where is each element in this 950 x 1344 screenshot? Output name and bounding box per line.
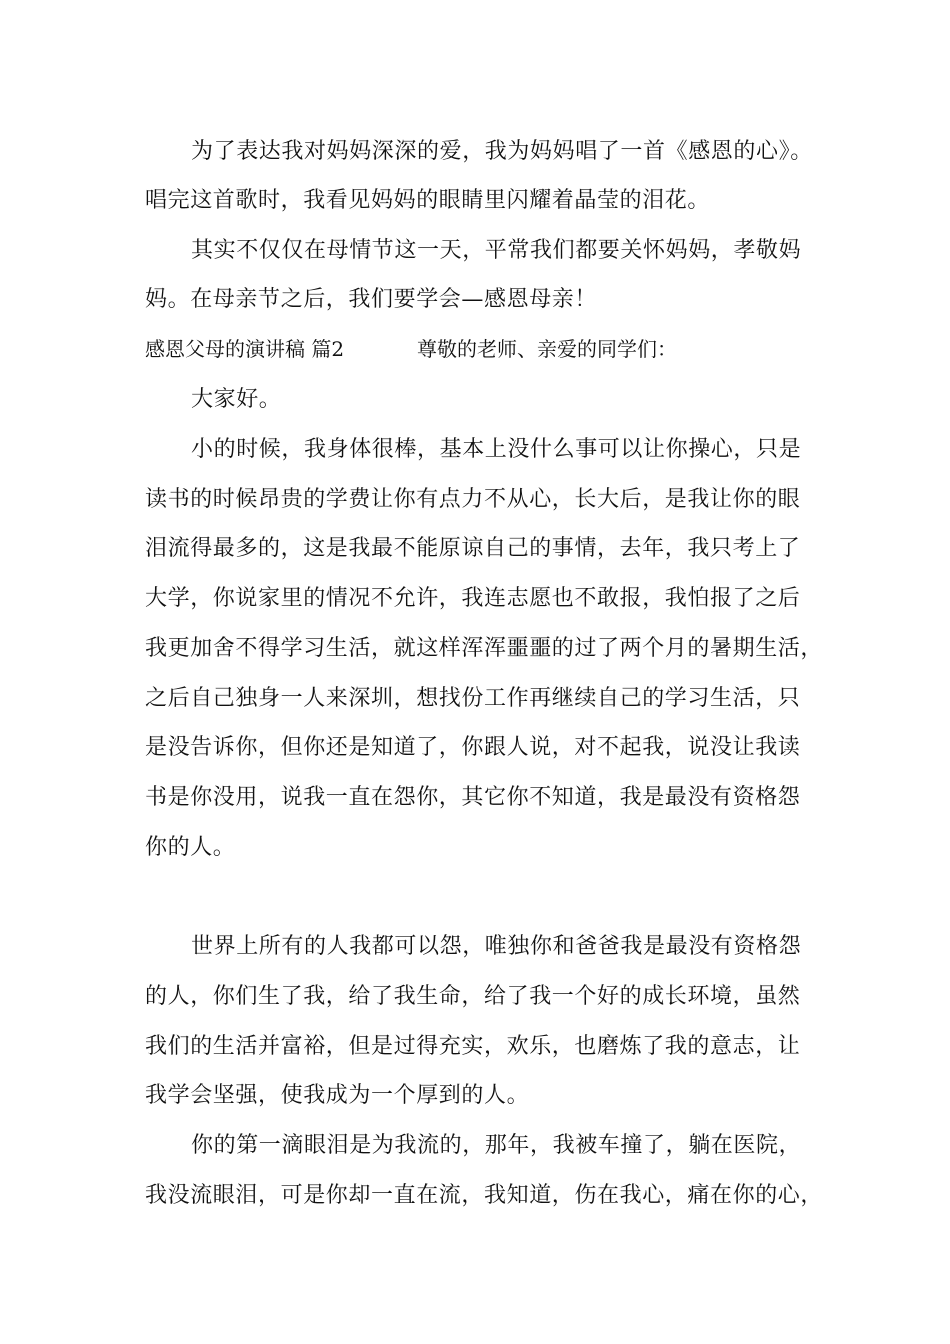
paragraph-line: 世界上所有的人我都可以怨，唯独你和爸爸我是最没有资格怨 [191, 934, 802, 959]
paragraph-line: 泪流得最多的，这是我最不能原谅自己的事情，去年，我只考上了 [145, 536, 801, 561]
paragraph-line: 书是你没用，说我一直在怨你，其它你不知道，我是最没有资格怨 [145, 785, 801, 810]
paragraph-line: 你的人。 [145, 835, 236, 860]
paragraph-line: 我们的生活并富裕，但是过得充实，欢乐，也磨炼了我的意志，让 [145, 1034, 801, 1059]
paragraph-line: 妈。在母亲节之后，我们要学会—感恩母亲！ [145, 287, 598, 312]
paragraph-line: 为了表达我对妈妈深深的爱，我为妈妈唱了一首《感恩的心》。 [191, 139, 813, 164]
paragraph-line: 唱完这首歌时，我看见妈妈的眼睛里闪耀着晶莹的泪花。 [145, 188, 711, 213]
paragraph-line: 大家好。 [191, 387, 282, 412]
paragraph-line: 小的时候，我身体很棒，基本上没什么事可以让你操心，只是 [191, 437, 802, 462]
section-title: 感恩父母的演讲稿 篇2 [145, 337, 345, 361]
paragraph-line: 我学会坚强，使我成为一个厚到的人。 [145, 1083, 530, 1108]
paragraph-line: 读书的时候昂贵的学费让你有点力不从心，长大后，是我让你的眼 [145, 487, 801, 512]
paragraph-line: 我更加舍不得学习生活，就这样浑浑噩噩的过了两个月的暑期生活， [145, 636, 824, 661]
paragraph-line: 是没告诉你，但你还是知道了，你跟人说，对不起我，说没让我读 [145, 735, 801, 760]
paragraph-line: 大学，你说家里的情况不允许，我连志愿也不敢报，我怕报了之后 [145, 586, 801, 611]
paragraph-line: 的人，你们生了我，给了我生命，给了我一个好的成长环境，虽然 [145, 984, 801, 1009]
paragraph-line: 之后自己独身一人来深圳，想找份工作再继续自己的学习生活，只 [145, 686, 801, 711]
paragraph-line: 其实不仅仅在母情节这一天，平常我们都要关怀妈妈，孝敬妈 [191, 238, 802, 263]
greeting: 尊敬的老师、亲爱的同学们： [417, 337, 677, 361]
paragraph-line: 我没流眼泪，可是你却一直在流，我知道，伤在我心，痛在你的心， [145, 1183, 824, 1208]
paragraph-line: 你的第一滴眼泪是为我流的，那年，我被车撞了，躺在医院， [191, 1133, 802, 1158]
